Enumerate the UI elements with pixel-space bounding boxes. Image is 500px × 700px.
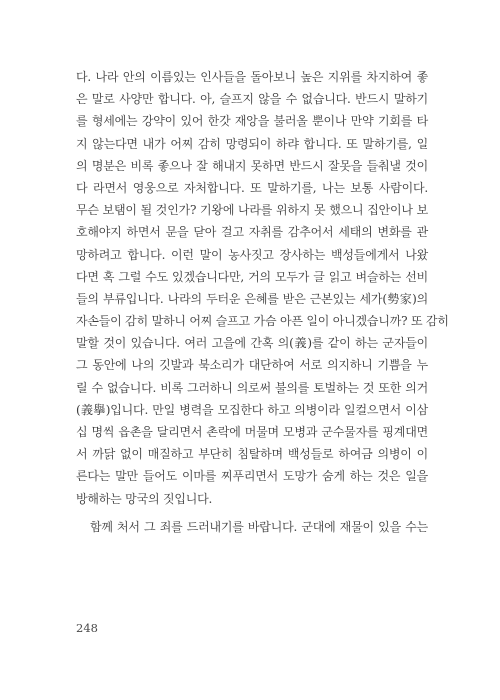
page-number: 248	[76, 621, 98, 635]
text-line: 릴 수 없습니다. 비록 그러하니 의로써 불의를 토벌하는 것 또한 의거	[76, 380, 428, 395]
text-line: (義擧)입니다. 만일 병력을 모집한다 하고 의병이라 일컬으면서 이삼	[76, 402, 428, 417]
text-line: 다 라면서 영웅으로 자처합니다. 또 말하기를, 나는 보통 사람이다.	[76, 180, 428, 195]
text-line: 를 형세에는 강약이 있어 한갓 재앙을 불러올 뿐이나 만약 기회를 타	[76, 114, 428, 129]
text-line: 다면 혹 그럴 수도 있겠습니다만, 거의 모두가 글 읽고 벼슬하는 선비	[76, 269, 428, 284]
text-line: 지 않는다면 내가 어찌 감히 망령되이 하랴 합니다. 또 말하기를, 일	[76, 136, 428, 151]
text-line: 자손들이 감히 말하니 어찌 슬프고 가슴 아픈 일이 아니겠습니까? 또 감히	[76, 314, 449, 329]
text-line: 의 명분은 비록 좋으나 잘 해내지 못하면 반드시 잘못을 들춰낼 것이	[76, 158, 428, 173]
body-text	[76, 66, 449, 538]
text-line: 망하려고 합니다. 이런 말이 농사짓고 장사하는 백성들에게서 나왔	[76, 247, 428, 262]
text-line: 말할 것이 있습니다. 여러 고을에 간혹 의(義)를 같이 하는 군자들이	[76, 336, 428, 351]
text-line: 른다는 말만 들어도 이마를 찌푸리면서 도망가 숨게 하는 것은 일을	[76, 469, 428, 484]
text-line: 그 동안에 나의 깃발과 북소리가 대단하여 서로 의지하니 기쁨을 누	[76, 358, 428, 373]
text-line: 십 명씩 읍촌을 달리면서 촌락에 머물며 모병과 군수물자를 핑계대면	[76, 425, 428, 439]
text-line: 서 까닭 없이 매질하고 부단히 침탈하며 백성들로 하여금 의병이 이	[76, 447, 428, 462]
text-line: 호해야지 하면서 문을 닫아 걸고 자취를 감추어서 세태의 변화를 관	[76, 225, 428, 240]
text-line: 방해하는 망국의 짓입니다.	[76, 491, 213, 506]
text-line: 은 말로 사양만 합니다. 아, 슬프지 않을 수 없습니다. 반드시 말하기	[76, 92, 428, 107]
text-line: 다. 나라 안의 이름있는 인사들을 돌아보니 높은 지위를 차지하여 좋	[76, 70, 428, 84]
text-line: 무슨 보탬이 될 것인가? 기왕에 나라를 위하지 못 했으니 집안이나 보	[76, 203, 428, 218]
paragraph-start-line: 함께 처서 그 죄를 드러내기를 바랍니다. 군대에 재물이 있을 수는	[90, 519, 428, 534]
text-line: 들의 부류입니다. 나라의 두터운 은혜를 받은 근본있는 세가(勢家)의	[76, 291, 428, 306]
